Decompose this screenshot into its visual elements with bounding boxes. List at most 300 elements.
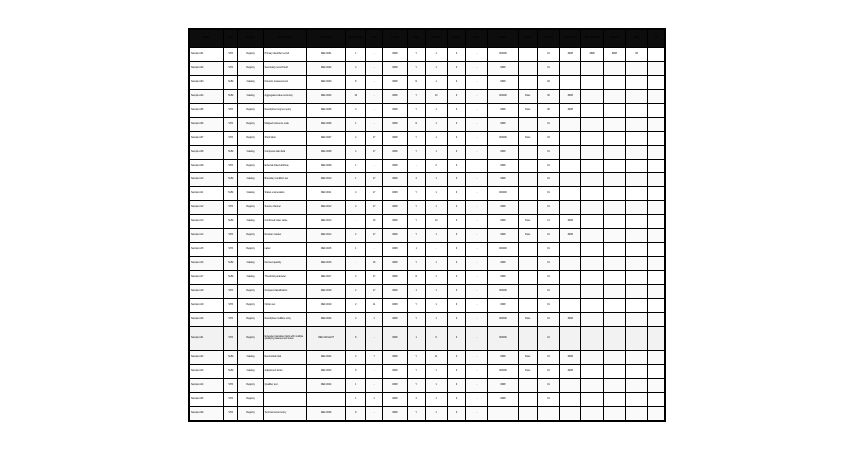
table-cell [603, 326, 625, 350]
table-cell: 0 [447, 364, 465, 378]
table-cell: #### [560, 48, 581, 62]
table-cell: #### [382, 326, 407, 350]
table-cell: 0 [447, 271, 465, 285]
table-row[interactable] [190, 243, 665, 257]
table-cell [518, 271, 537, 285]
table-cell: STR [223, 201, 238, 215]
table-cell: - [408, 159, 425, 173]
table-cell [581, 378, 603, 392]
table-cell: 01 [537, 61, 559, 75]
table-cell: Sample A04 [190, 89, 224, 103]
column-header-18[interactable]: Flag [626, 30, 648, 48]
table-cell: 17 [366, 271, 382, 285]
table-cell: 01 [537, 257, 559, 271]
table-cell: 8 [346, 364, 366, 378]
table-row[interactable] [190, 117, 665, 131]
table-cell: #### [560, 351, 581, 365]
table-cell: REF-0021-EXT [307, 326, 346, 350]
table-cell [626, 131, 648, 145]
table-cell: STR [223, 159, 238, 173]
table-cell: 0 [447, 173, 465, 187]
table-cell: #### [560, 229, 581, 243]
table-cell: Sample A07 [190, 131, 224, 145]
table-cell: Sample A20 [190, 312, 224, 326]
table-row[interactable] [190, 145, 665, 159]
table-row[interactable] [190, 173, 665, 187]
table-cell: Sample A06 [190, 117, 224, 131]
table-cell: Descriptive multiline entry [263, 312, 307, 326]
table-row[interactable] [190, 298, 665, 312]
table-cell: Sample A13 [190, 215, 224, 229]
table-cell [518, 284, 537, 298]
table-cell: Y [408, 257, 425, 271]
table-cell: Registry [238, 201, 263, 215]
table-cell: 01 [537, 201, 559, 215]
table-cell [648, 61, 665, 75]
column-header-11[interactable]: Notes [466, 30, 488, 48]
table-cell: 0 [447, 75, 465, 89]
table-cell [626, 229, 648, 243]
table-cell [648, 243, 665, 257]
table-cell: Catalog [238, 257, 263, 271]
table-cell: Pass [518, 215, 537, 229]
table-cell: #### [382, 406, 407, 420]
table-cell: #### [488, 392, 518, 406]
table-cell: Pass [518, 351, 537, 365]
table-cell: Sample A24 [190, 378, 224, 392]
table-cell: Registry [238, 103, 263, 117]
table-cell: REF-0012 [307, 201, 346, 215]
table-cell: Primary identifier record [263, 48, 307, 62]
table-cell [603, 392, 625, 406]
table-cell [560, 173, 581, 187]
table-cell [603, 173, 625, 187]
table-cell: Pass [518, 229, 537, 243]
table-cell: 1 [425, 75, 447, 89]
table-row[interactable] [190, 75, 665, 89]
table-cell: Sample A03 [190, 75, 224, 89]
table-cell: 8 [346, 326, 366, 350]
table-cell: 0 [447, 103, 465, 117]
table-cell [603, 117, 625, 131]
table-cell: - [366, 326, 382, 350]
table-cell [581, 271, 603, 285]
table-cell: Mapped reference code [263, 117, 307, 131]
table-cell: 1 [425, 61, 447, 75]
table-cell: 1 [425, 298, 447, 312]
table-cell: Boundary condition set [263, 173, 307, 187]
table-row[interactable] [190, 89, 665, 103]
table-cell: NUM [223, 351, 238, 365]
table-cell: Y [408, 103, 425, 117]
table-cell [560, 326, 581, 350]
table-cell [603, 364, 625, 378]
table-cell: REF-0024 [307, 378, 346, 392]
table-cell: 0 [447, 326, 465, 350]
table-cell: 0 [447, 117, 465, 131]
table-cell [581, 312, 603, 326]
table-cell: REF-0019 [307, 298, 346, 312]
table-cell: STR [223, 117, 238, 131]
table-cell [518, 61, 537, 75]
column-header-6[interactable]: Units [366, 30, 382, 48]
table-cell: REF-0005 [307, 103, 346, 117]
table-cell: - [466, 229, 488, 243]
table-cell: - [466, 215, 488, 229]
table-cell: REF-0008 [307, 145, 346, 159]
table-cell: - [466, 145, 488, 159]
table-row[interactable] [190, 284, 665, 298]
table-cell: #### [488, 173, 518, 187]
table-cell [581, 159, 603, 173]
table-cell: - [466, 243, 488, 257]
table-cell: 1 [425, 312, 447, 326]
table-cell [603, 61, 625, 75]
column-header-10[interactable]: Default [447, 30, 465, 48]
table-cell: #### [488, 378, 518, 392]
table-cell: #### [488, 351, 518, 365]
table-cell: - [466, 364, 488, 378]
table-cell: REF-0015 [307, 243, 346, 257]
table-cell: REF-0011 [307, 187, 346, 201]
table-cell [581, 61, 603, 75]
table-cell [560, 117, 581, 131]
table-cell [648, 364, 665, 378]
table-cell: 4 [346, 61, 366, 75]
table-body [190, 48, 665, 421]
table-row[interactable] [190, 159, 665, 173]
table-cell: 1 [425, 187, 447, 201]
table-row[interactable] [190, 392, 665, 406]
table-cell: #### [382, 257, 407, 271]
table-cell: #### [382, 89, 407, 103]
table-cell: #### [488, 159, 518, 173]
table-cell: 0 [447, 187, 465, 201]
table-cell: 0 [447, 312, 465, 326]
table-cell: 1 [425, 201, 447, 215]
table-cell [648, 271, 665, 285]
table-row[interactable] [190, 364, 665, 378]
table-cell: #### [488, 61, 518, 75]
table-cell [648, 392, 665, 406]
table-cell: Revision marker [263, 229, 307, 243]
column-header-15[interactable]: Date Added [560, 30, 581, 48]
table-cell: - [366, 364, 382, 378]
table-cell [581, 364, 603, 378]
table-row[interactable] [190, 61, 665, 75]
table-cell: 0 [447, 131, 465, 145]
table-cell [626, 271, 648, 285]
table-cell [626, 364, 648, 378]
column-header-8[interactable]: Req [408, 30, 425, 48]
table-cell: Sample A16 [190, 257, 224, 271]
table-cell: 17 [366, 131, 382, 145]
table-cell: - [466, 103, 488, 117]
column-header-16[interactable]: Date Modified [581, 30, 603, 48]
table-cell [603, 229, 625, 243]
table-cell: Sample A21 [190, 326, 224, 350]
table-cell: 01 [537, 117, 559, 131]
table-cell: Option set [263, 298, 307, 312]
table-cell: #### [382, 131, 407, 145]
table-cell: #### [603, 48, 625, 62]
table-cell: #### [488, 229, 518, 243]
table-cell: Registry [238, 378, 263, 392]
table-cell: 1 [425, 173, 447, 187]
column-header-3[interactable]: Description [263, 30, 307, 48]
table-cell [648, 312, 665, 326]
table-cell: NUM [223, 145, 238, 159]
column-header-0[interactable]: Name [190, 30, 224, 48]
table-cell [648, 103, 665, 117]
table-cell: 000000 [488, 364, 518, 378]
table-cell: 000000 [488, 312, 518, 326]
table-cell: STR [223, 406, 238, 420]
table-cell [626, 215, 648, 229]
table-cell: 4 [346, 145, 366, 159]
table-cell: Y [408, 406, 425, 420]
table-cell [560, 145, 581, 159]
table-cell: Y [408, 215, 425, 229]
table-cell: REF-0009 [307, 159, 346, 173]
table-row[interactable] [190, 103, 665, 117]
table-cell [626, 187, 648, 201]
table-row[interactable] [190, 312, 665, 326]
table-cell [518, 201, 537, 215]
table-header [190, 30, 665, 48]
table-cell: Short label [263, 131, 307, 145]
table-cell: - [366, 378, 382, 392]
table-cell: Y [408, 364, 425, 378]
table-row[interactable] [190, 215, 665, 229]
table-cell: 1 [346, 243, 366, 257]
table-cell: NUM [223, 257, 238, 271]
table-cell [581, 284, 603, 298]
table-cell: 0 [447, 159, 465, 173]
table-cell: Grouped classification [263, 284, 307, 298]
table-cell: 2 [346, 229, 366, 243]
table-cell: - [366, 243, 382, 257]
table-cell: - [466, 392, 488, 406]
table-cell: 0 [447, 201, 465, 215]
table-cell: 0 [447, 351, 465, 365]
table-cell: Y [408, 351, 425, 365]
column-header-17[interactable]: Review [603, 30, 625, 48]
table-cell [537, 406, 559, 420]
table-cell: 1 [425, 131, 447, 145]
column-header-9[interactable]: Validation [425, 30, 447, 48]
table-cell: Combined index value [263, 215, 307, 229]
table-cell: Sample A02 [190, 61, 224, 75]
table-cell [581, 117, 603, 131]
table-cell: Sample A17 [190, 271, 224, 285]
table-cell: #### [382, 364, 407, 378]
table-cell [560, 257, 581, 271]
table-cell: 01 [537, 243, 559, 257]
column-header-4[interactable]: Reference [307, 30, 346, 48]
column-header-19[interactable]: ID [648, 30, 665, 48]
table-cell: #### [488, 103, 518, 117]
table-cell [581, 326, 603, 350]
table-cell: Sample A01 [190, 48, 224, 62]
table-cell [648, 187, 665, 201]
table-cell: - [466, 284, 488, 298]
table-cell: Catalog [238, 364, 263, 378]
table-cell: N [408, 117, 425, 131]
table-cell: NUM [223, 173, 238, 187]
table-cell [603, 103, 625, 117]
table-cell: #### [382, 75, 407, 89]
table-cell: 01 [537, 298, 559, 312]
table-cell: #### [382, 351, 407, 365]
table-cell [648, 229, 665, 243]
table-row[interactable] [190, 351, 665, 365]
table-cell: 4 [346, 103, 366, 117]
table-cell: Catalog [238, 145, 263, 159]
table-row[interactable] [190, 187, 665, 201]
table-cell: #### [382, 187, 407, 201]
table-cell: Catalog [238, 215, 263, 229]
table-cell: 1 [366, 312, 382, 326]
table-cell: 1 [425, 257, 447, 271]
table-cell: 01 [537, 392, 559, 406]
table-cell [603, 75, 625, 89]
table-row[interactable] [190, 326, 665, 350]
table-cell [581, 351, 603, 365]
table-cell [518, 75, 537, 89]
column-header-5[interactable]: Value Range [346, 30, 366, 48]
table-cell [626, 284, 648, 298]
table-cell: 000000 [488, 89, 518, 103]
table-cell: Descriptive long text entry [263, 103, 307, 117]
table-cell: Sample A12 [190, 201, 224, 215]
table-cell: Catalog [238, 89, 263, 103]
table-cell: Pass [518, 364, 537, 378]
table-cell: 1 [425, 392, 447, 406]
table-cell: 01 [537, 159, 559, 173]
table-cell: Sample A23 [190, 364, 224, 378]
table-cell: - [466, 61, 488, 75]
table-cell: Sample A25 [190, 392, 224, 406]
table-cell: #### [581, 48, 603, 62]
table-cell [603, 187, 625, 201]
table-row[interactable] [190, 48, 665, 62]
column-header-14[interactable]: Version [537, 30, 559, 48]
table-cell: 0 [447, 89, 465, 103]
table-cell [648, 159, 665, 173]
table-cell: #### [488, 75, 518, 89]
table-cell: 1 [425, 103, 447, 117]
table-cell: - [466, 298, 488, 312]
table-cell: Sample A09 [190, 159, 224, 173]
table-cell: #### [382, 145, 407, 159]
table-cell: Sample A08 [190, 145, 224, 159]
column-header-1[interactable]: Type [223, 30, 238, 48]
table-cell: #### [488, 117, 518, 131]
table-cell: #### [560, 215, 581, 229]
table-cell [603, 312, 625, 326]
table-cell [648, 201, 665, 215]
table-cell: #### [382, 392, 407, 406]
table-row[interactable] [190, 271, 665, 285]
table-cell: - [466, 312, 488, 326]
table-cell [581, 89, 603, 103]
table-cell: Registry [238, 243, 263, 257]
table-cell: 1 [425, 284, 447, 298]
table-cell: 7 [366, 351, 382, 365]
table-cell: 16 [346, 89, 366, 103]
data-table-container [188, 28, 666, 422]
table-cell: 01 [537, 326, 559, 350]
column-header-7[interactable]: Format [382, 30, 407, 48]
table-row[interactable] [190, 378, 665, 392]
table-cell: 0 [447, 48, 465, 62]
table-cell: #### [488, 215, 518, 229]
table-cell: #### [488, 271, 518, 285]
table-cell [603, 378, 625, 392]
column-header-12[interactable]: Status [488, 30, 518, 48]
table-row[interactable] [190, 229, 665, 243]
table-cell: Sample A11 [190, 187, 224, 201]
table-cell: Y [408, 145, 425, 159]
table-cell: Y [408, 298, 425, 312]
table-cell: 1 [425, 364, 447, 378]
table-cell [648, 326, 665, 350]
table-cell: 0 [447, 392, 465, 406]
table-cell [307, 392, 346, 406]
table-row[interactable] [190, 201, 665, 215]
table-cell: Sample A10 [190, 173, 224, 187]
table-cell [518, 243, 537, 257]
table-cell [518, 392, 537, 406]
table-cell: 000000 [488, 284, 518, 298]
table-cell: Secondary record field [263, 61, 307, 75]
column-header-2[interactable]: Source [238, 30, 263, 48]
table-cell [626, 103, 648, 117]
table-cell [603, 243, 625, 257]
table-cell [466, 159, 488, 173]
table-cell: 0 [447, 378, 465, 392]
table-cell: Derived quantity [263, 257, 307, 271]
table-cell: - [346, 215, 366, 229]
table-cell: 10 [425, 89, 447, 103]
table-cell: Label [263, 243, 307, 257]
table-cell: #### [382, 48, 407, 62]
table-row[interactable] [190, 131, 665, 145]
table-row[interactable] [190, 257, 665, 271]
table-cell: - [466, 406, 488, 420]
table-cell: Y [408, 378, 425, 392]
table-cell: 0 [447, 145, 465, 159]
table-cell [603, 271, 625, 285]
table-cell [518, 173, 537, 187]
table-cell: 8 [425, 326, 447, 350]
table-cell [626, 75, 648, 89]
table-cell [488, 406, 518, 420]
table-cell: Pass [518, 103, 537, 117]
table-cell [648, 145, 665, 159]
table-cell: Catalog [238, 271, 263, 285]
table-row[interactable] [190, 406, 665, 420]
table-cell: #### [382, 378, 407, 392]
table-cell: 03 [537, 131, 559, 145]
table-cell: Computed ratio field [263, 145, 307, 159]
table-cell [560, 392, 581, 406]
table-cell: REF-0023 [307, 364, 346, 378]
table-cell: 1 [366, 392, 382, 406]
column-header-13[interactable]: Owner [518, 30, 537, 48]
table-cell: 0 [447, 298, 465, 312]
